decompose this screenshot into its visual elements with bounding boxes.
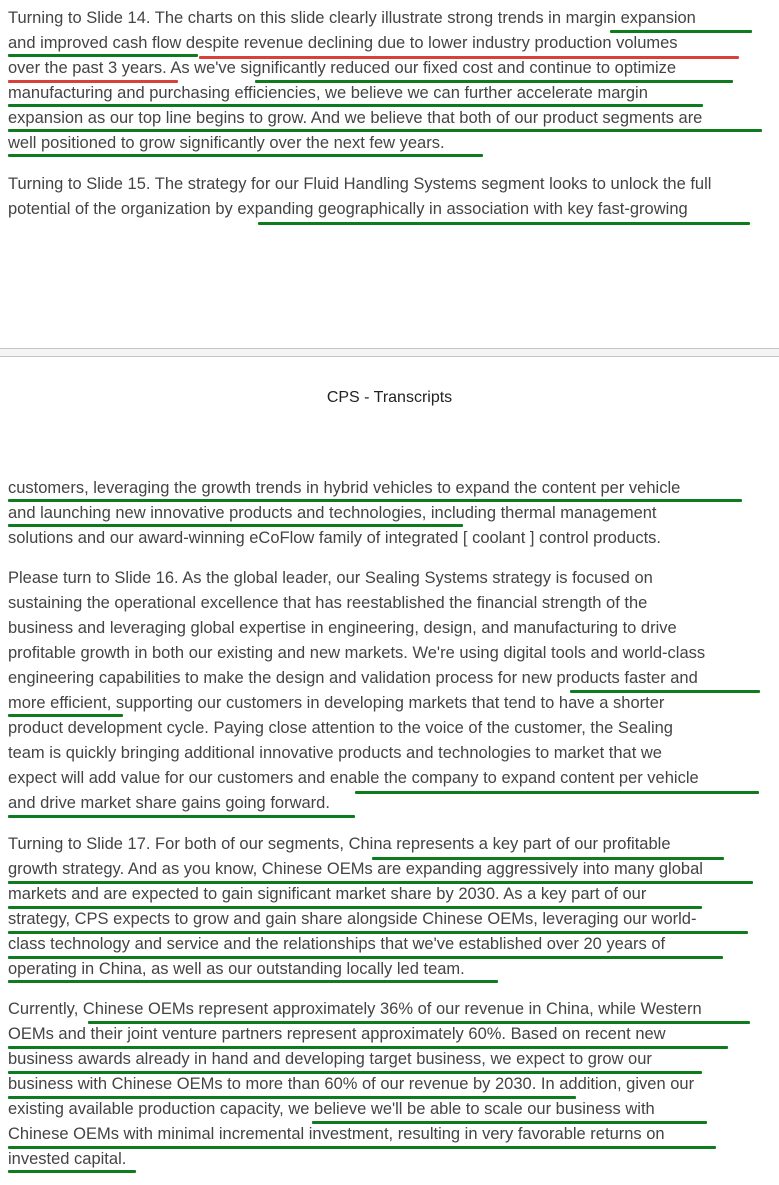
positive-underline [8,956,723,959]
positive-underline [8,54,198,57]
page-divider [0,348,779,357]
positive-underline [312,1121,707,1124]
text-line: and launching new innovative products and technologies, including thermal management [8,504,657,522]
negative-underline [8,80,178,83]
text-line: over the past 3 years. As we've significantly reduced our fixed cost and continue to optimize [8,59,677,77]
text-line: Chinese OEMs with minimal incremental investment, resulting in very favorable returns on [8,1125,665,1143]
text-line: invested capital. [8,1150,127,1168]
text-line: and drive market share gains going forward. [8,794,330,812]
text-line: profitable growth in both our existing and new markets. We're using digital tools and world-class [8,644,706,662]
text-line: growth strategy. And as you know, Chinese OEMs are expanding aggressively into many global [8,860,703,878]
positive-underline [8,1096,576,1099]
text-line: expansion as our top line begins to grow. And we believe that both of our product segments are [8,109,703,127]
text-line: OEMs and their joint venture partners represent approximately 60%. Based on recent new [8,1025,666,1043]
text-line: business and leveraging global expertise in engineering, design, and manufacturing to drive [8,619,677,637]
text-line: Turning to Slide 17. For both of our segments, China represents a key part of our profitable [8,835,671,853]
positive-underline [88,1021,750,1024]
text-line: business awards already in hand and developing target business, we expect to grow our [8,1050,652,1068]
positive-underline [8,1170,136,1173]
positive-underline [8,1046,728,1049]
positive-underline [8,980,498,983]
positive-underline [8,499,742,502]
text-line: customers, leveraging the growth trends in hybrid vehicles to expand the content per vehicle [8,479,681,497]
text-line: team is quickly bringing additional innovative products and technologies to market that we [8,744,662,762]
text-line: business with Chinese OEMs to more than 60% of our revenue by 2030. In addition, given our [8,1075,695,1093]
positive-underline [8,129,762,132]
positive-underline [610,30,752,33]
text-line: potential of the organization by expanding geographically in association with key fast-growing [8,200,688,218]
text-line: Currently, Chinese OEMs represent approximately 36% of our revenue in China, while Western [8,1000,702,1018]
positive-underline [570,690,760,693]
positive-underline [8,815,355,818]
text-line: existing available production capacity, we believe we'll be able to scale our business with [8,1100,655,1118]
positive-underline [258,222,750,225]
positive-underline [8,931,748,934]
positive-underline [255,80,733,83]
positive-underline [8,104,703,107]
positive-underline [8,1146,716,1149]
text-line: markets and are expected to gain significant market share by 2030. As a key part of our [8,885,647,903]
positive-underline [8,1071,702,1074]
positive-underline [8,154,483,157]
page1-paragraph-2 [8,172,772,222]
positive-underline [8,524,463,527]
text-line: strategy, CPS expects to grow and gain share alongside Chinese OEMs, leveraging our world- [8,910,697,928]
text-line: operating in China, as well as our outstanding locally led team. [8,960,465,978]
text-line: solutions and our award-winning eCoFlow family of integrated [ coolant ] control products. [8,529,662,547]
positive-underline [372,857,724,860]
text-line: and improved cash flow despite revenue declining due to lower industry production volumes [8,34,678,52]
page-header: CPS - Transcripts [326,389,453,406]
positive-underline [355,791,759,794]
text-line: product development cycle. Paying close attention to the voice of the customer, the Sealing [8,719,673,737]
text-line: manufacturing and purchasing efficiencies, we believe we can further accelerate margin [8,84,648,102]
positive-underline [8,714,123,717]
page2-paragraph-1 [8,476,772,551]
positive-underline [8,906,702,909]
text-line: Turning to Slide 15. The strategy for our Fluid Handling Systems segment looks to unlock the full [8,175,712,193]
text-line: well positioned to grow significantly over the next few years. [8,134,445,152]
text-line: more efficient, supporting our customers in developing markets that tend to have a shorter [8,694,665,712]
negative-underline [199,56,739,59]
text-line: expect will add value for our customers and enable the company to expand content per vehicle [8,769,699,787]
text-line: class technology and service and the relationships that we've established over 20 years of [8,935,666,953]
text-line: sustaining the operational excellence that has reestablished the financial strength of the [8,594,648,612]
positive-underline [8,881,753,884]
text-line: Please turn to Slide 16. As the global leader, our Sealing Systems strategy is focused on [8,569,653,587]
text-line: Turning to Slide 14. The charts on this slide clearly illustrate strong trends in margin expansion [8,9,696,27]
text-line: engineering capabilities to make the design and validation process for new products faster and [8,669,698,687]
